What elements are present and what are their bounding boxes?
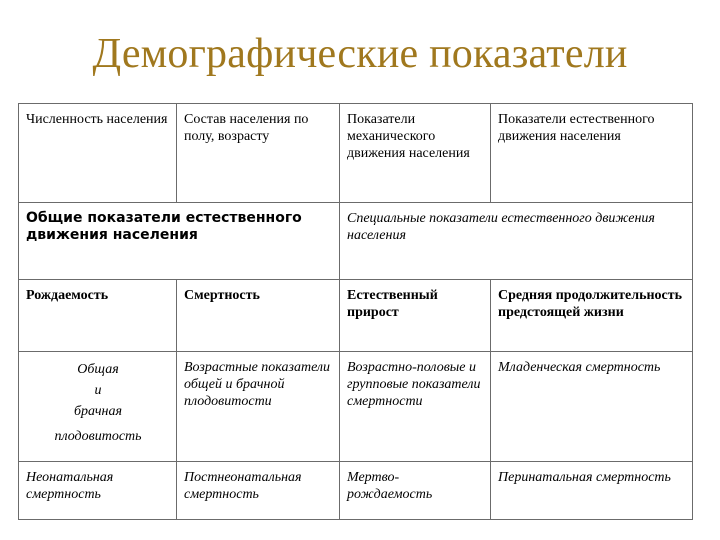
table-row	[19, 462, 693, 520]
cell-birth-rate: Рождаемость	[19, 280, 177, 352]
table-row	[19, 352, 693, 462]
cell-migration-indicators: Показатели механического движения населения	[340, 104, 491, 203]
cell-population-size: Численность населения	[19, 104, 177, 203]
cell-natural-increase: Естественный прирост	[340, 280, 491, 352]
cell-natural-movement-indicators: Показатели естественного движения населения	[491, 104, 693, 203]
cell-fertility	[19, 352, 177, 462]
table-row	[19, 203, 693, 280]
cell-general-indicators: Общие показатели естественного движения населения	[19, 203, 340, 280]
page-title: Демографические показатели	[92, 31, 628, 77]
fertility-line: Общая	[77, 362, 119, 377]
cell-life-expectancy: Средняя продолжительность предстоящей жизни	[491, 280, 693, 352]
fertility-line: и	[94, 383, 102, 398]
fertility-line: плодовитость	[54, 429, 142, 444]
fertility-line: брачная	[74, 404, 122, 419]
cell-postneonatal-mortality: Постнеонатальная смертность	[177, 462, 340, 520]
cell-perinatal-mortality: Перинатальная смертность	[491, 462, 693, 520]
cell-infant-mortality: Младенческая смертность	[491, 352, 693, 462]
table-row	[19, 280, 693, 352]
cell-population-structure: Состав населения по полу, возрасту	[177, 104, 340, 203]
cell-neonatal-mortality: Неонатальная смертность	[19, 462, 177, 520]
cell-age-sex-mortality: Возрастно-половые и групповые показатели смертности	[340, 352, 491, 462]
cell-stillbirth: Мертво-рождаемость	[340, 462, 491, 520]
indicators-table	[18, 103, 693, 520]
cell-mortality: Смертность	[177, 280, 340, 352]
table-row	[19, 104, 693, 203]
cell-age-fertility: Возрастные показатели общей и брачной плодовитости	[177, 352, 340, 462]
cell-special-indicators: Специальные показатели естественного движения населения	[340, 203, 693, 280]
